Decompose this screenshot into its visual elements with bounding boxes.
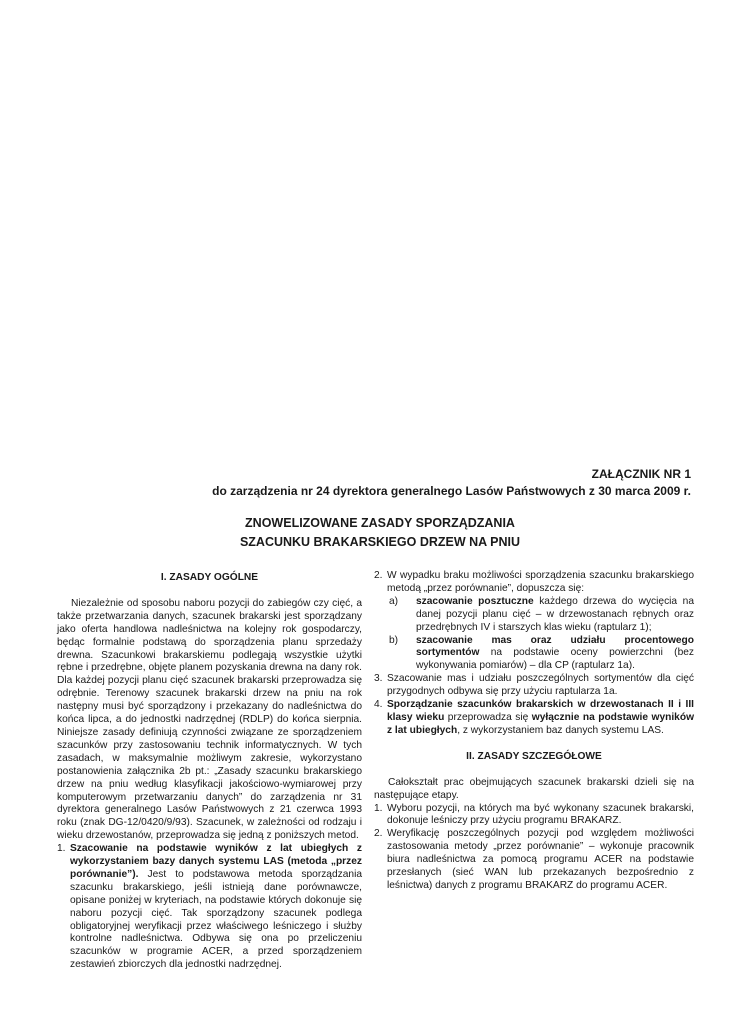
sub-list	[387, 596, 694, 673]
section-1-intro: Niezależnie od sposobu naboru pozycji do zabiegów czy cięć, a także przetwarzania danych, szacunek brakarski jest sporządzany jako oferta handlowa nadleśnictwa na kolejny rok gospodarczy, będąc formalnie podstawą do sporządzenia planu sprzedaży drewna. Szacunkowi brakarskiemu podlegają wszystkie użytki rębne i przedrębne, objęte planem pozyskania drewna na dany rok. Dla każdej pozycji planu cięć szacunek brakarski przeprowadza się odrębnie. Terenowy szacunek brakarski drzew na pniu na rok następny musi być sporządzony i przekazany do nadleśnictwa do końca lipca, a do jednostki nadrzędnej (RDLP) do końca sierpnia. Niniejsze zasady definiują czynności związane ze sporządzeniem szacunków przy zastosowaniu technik informatycznych. W tych zasadach, w maksymalnie możliwym zakresie, wykorzystano postanowienia załącznika 2b pt.: „Zasady szacunku brakarskiego drzew na pniu według klasyfikacji jakościowo-wymiarowej przy komputerowym przetwarzaniu danych” do zarządzenia nr 31 dyrektora generalnego Lasów Państwowych z 21 czerwca 1993 roku (znak DG-12/0420/9/93). Szacunek, w zależności od rodzaju i wieku drzewostanów, przeprowadza się jedną z poniższych metod.	[57, 597, 362, 842]
item-number: 1.	[374, 802, 383, 814]
section-1-heading: I. ZASADY OGÓLNE	[160, 572, 259, 583]
item-text: Wyboru pozycji, na których ma być wykonany szacunek brakarski, dokonuje leśniczy przy użyciu programu BRAKARZ.	[387, 802, 694, 827]
item-number: 3.	[374, 673, 383, 685]
item-text: Weryfikację poszczególnych pozycji pod względem możliwości zastosowania metody „przez porównanie” – wykonuje pracownik biura nadleśnictwa za pomocą programu ACER na podstawie przesłanych (sieć WAN lub przekazanych bezpośrednio z leśnictwa) danych z programu BRAKARZ do programu ACER.	[387, 828, 694, 891]
document-title	[150, 514, 610, 552]
item-number: 1.	[57, 843, 66, 855]
item-bold-text: Sporządzanie szacunków brakarskich w drzewostanach II i III klasy wieku	[387, 699, 694, 723]
section-1-item-3	[374, 673, 694, 699]
annex-reference: do zarządzenia nr 24 dyrektora generalnego Lasów Państwowych z 30 marca 2009 r.	[212, 484, 691, 498]
item-bold-text-2: wyłącznie na podstawie wyników z lat ubiegłych	[387, 711, 694, 736]
item-text: Jest to podstawowa metoda sporządzania szacunku brakarskiego, jeśli istnieją dane porównawcze, opisane poniżej w kryteriach, na podstawie których dokonuje się naboru pozycji cięć. Tak sporządzony szacunek podlega obligatoryjnej weryfikacji przez właściwego leśniczego i służby kontrolne nadleśnictwa. Odbywa się ona po przeliczeniu szacunków w programie ACER, a przed sporządzeniem zestawień zbiorczych dla jednostki nadrzędnej.	[70, 868, 362, 971]
section-2-list	[374, 803, 694, 893]
item-text-2: , z wykorzystaniem baz danych systemu LAS.	[457, 724, 664, 736]
annex-number: ZAŁĄCZNIK NR 1	[591, 467, 691, 481]
sub-item-bold-text: szacowanie posztuczne	[416, 595, 534, 607]
sub-item-bold-text: szacowanie mas oraz udziału procentowego sortymentów	[416, 634, 694, 659]
right-column	[374, 570, 694, 893]
annex-header	[131, 466, 691, 500]
section-2-item-1	[374, 803, 694, 829]
sub-item-text: na podstawie oceny powierzchni (bez wykonywania pomiarów) – dla CP (raptularz 1a).	[416, 647, 694, 672]
section-2-heading: II. ZASADY SZCZEGÓŁOWE	[466, 750, 602, 762]
sub-item-text: każdego drzewa do wycięcia na danej pozycji planu cięć – w drzewostanach rębnych oraz przedrębnych IV i starszych klas wieku (raptularz 1);	[416, 595, 694, 633]
title-line-2: SZACUNKU BRAKARSKIEGO DRZEW NA PNIU	[239, 535, 521, 549]
left-column	[57, 570, 362, 972]
sub-item-a	[387, 596, 694, 635]
item-text: W wypadku braku możliwości sporządzenia szacunku brakarskiego metodą „przez porównanie”, dopuszcza się:	[387, 570, 694, 594]
section-1-item-1	[57, 843, 362, 972]
title-line-1: ZNOWELIZOWANE ZASADY SPORZĄDZANIA	[245, 516, 515, 530]
section-2-intro: Całokształt prac obejmujących szacunek brakarski dzieli się na następujące etapy.	[374, 776, 694, 801]
sub-item-letter: a)	[389, 595, 399, 607]
section-1-item-4	[374, 699, 694, 738]
item-text: Szacowanie mas i udziału poszczególnych sortymentów dla cięć przygodnych odbywa się przy użyciu raptularza 1a.	[387, 673, 694, 698]
item-number: 2.	[374, 828, 383, 840]
section-1-list	[57, 843, 362, 972]
section-1-list-continued	[374, 570, 694, 738]
section-1-item-2	[374, 570, 694, 673]
item-text: przeprowadza się	[444, 711, 532, 723]
sub-item-b	[387, 635, 694, 674]
item-number: 4.	[374, 699, 383, 711]
item-number: 2.	[374, 570, 383, 581]
section-2-item-2	[374, 828, 694, 893]
item-bold-text: Szacowanie na podstawie wyników z lat ubiegłych z wykorzystaniem bazy danych systemu LAS (metoda „przez porównanie”).	[70, 843, 362, 880]
sub-item-letter: b)	[389, 634, 399, 646]
